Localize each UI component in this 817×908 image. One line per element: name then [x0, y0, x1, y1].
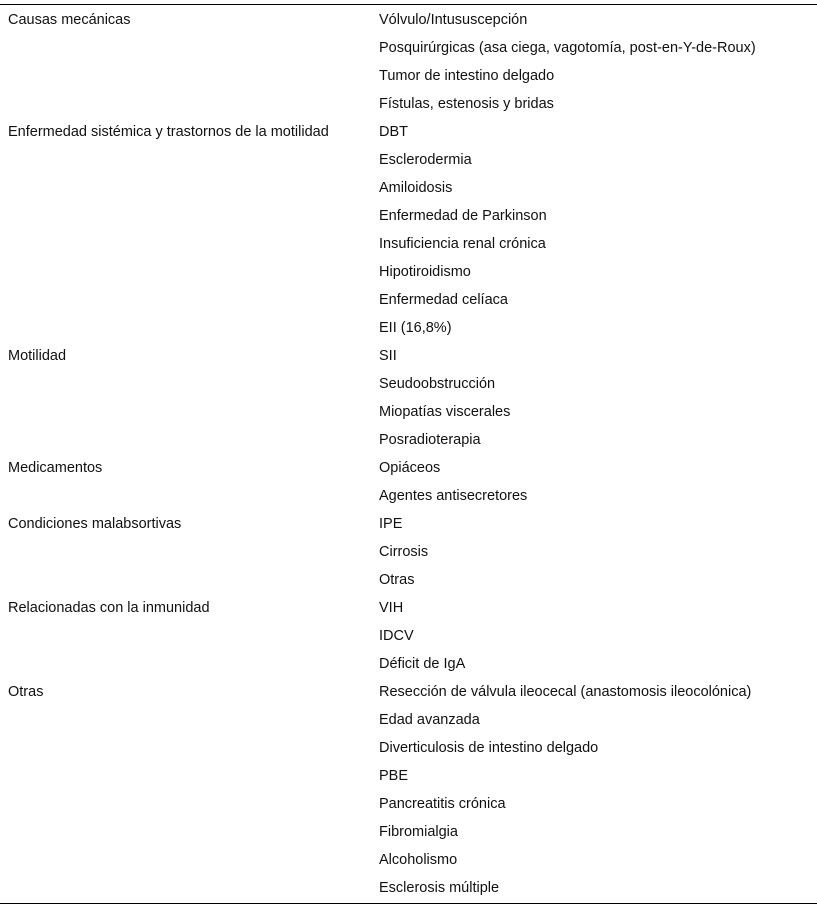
table-row: [0, 538, 817, 566]
table-row: [0, 370, 817, 398]
cause-item: Posradioterapia: [379, 432, 481, 448]
category-label: Causas mecánicas: [8, 12, 131, 28]
category-label: Otras: [8, 684, 44, 700]
table-row: [0, 482, 817, 510]
cause-item: EII (16,8%): [379, 320, 452, 336]
table-row: [0, 258, 817, 286]
cause-item: Enfermedad celíaca: [379, 292, 508, 308]
table-bottom-rule: [0, 903, 817, 904]
cause-item: Déficit de IgA: [379, 656, 466, 672]
cause-item: SII: [379, 348, 397, 364]
cause-item: PBE: [379, 768, 409, 784]
cause-item: IDCV: [379, 628, 414, 644]
table-row: [0, 650, 817, 678]
cause-item: Otras: [379, 572, 415, 588]
cause-item: IPE: [379, 516, 403, 532]
cause-item: Miopatías viscerales: [379, 404, 511, 420]
cause-item: VIH: [379, 600, 404, 616]
cause-item: Cirrosis: [379, 544, 429, 560]
table-row: [0, 230, 817, 258]
cause-item: Fibromialgia: [379, 824, 458, 840]
table-row: [0, 174, 817, 202]
table-row: [0, 594, 817, 622]
cause-item: Hipotiroidismo: [379, 264, 471, 280]
cause-item: Vólvulo/Intususcepción: [379, 12, 528, 28]
cause-item: Posquirúrgicas (asa ciega, vagotomía, post-en-Y-de-Roux): [379, 40, 756, 56]
cause-item: Amiloidosis: [379, 180, 453, 196]
cause-item: Diverticulosis de intestino delgado: [379, 740, 599, 756]
cause-item: Enfermedad de Parkinson: [379, 208, 547, 224]
cause-item: Opiáceos: [379, 460, 441, 476]
table-row: [0, 706, 817, 734]
cause-item: Resección de válvula ileocecal (anastomosis ileocolónica): [379, 684, 752, 700]
table-row: [0, 398, 817, 426]
table-row: [0, 62, 817, 90]
cause-item: Insuficiencia renal crónica: [379, 236, 546, 252]
category-label: Relacionadas con la inmunidad: [8, 600, 210, 616]
table-row: [0, 426, 817, 454]
cause-item: Fístulas, estenosis y bridas: [379, 96, 554, 112]
table-row: [0, 818, 817, 846]
cause-item: Esclerosis múltiple: [379, 880, 500, 896]
cause-item: Esclerodermia: [379, 152, 472, 168]
cause-item: Pancreatitis crónica: [379, 796, 506, 812]
cause-item: Tumor de intestino delgado: [379, 68, 555, 84]
table-row: [0, 118, 817, 146]
category-label: Motilidad: [8, 348, 67, 364]
category-label: Medicamentos: [8, 460, 103, 476]
table-row: [0, 734, 817, 762]
cause-item: DBT: [379, 124, 408, 140]
category-label: Condiciones malabsortivas: [8, 516, 182, 532]
table-row: [0, 622, 817, 650]
table-top-rule: [0, 4, 817, 5]
table-row: [0, 874, 817, 902]
table-row: [0, 90, 817, 118]
table-row: [0, 790, 817, 818]
cause-item: Seudoobstrucción: [379, 376, 496, 392]
table-row: [0, 34, 817, 62]
table-row: [0, 846, 817, 874]
table-row: [0, 454, 817, 482]
cause-item: Alcoholismo: [379, 852, 458, 868]
table-row: [0, 146, 817, 174]
table-row: [0, 342, 817, 370]
cause-item: Agentes antisecretores: [379, 488, 528, 504]
table-row: [0, 6, 817, 34]
category-label: Enfermedad sistémica y trastornos de la motilidad: [8, 124, 329, 140]
table-row: [0, 314, 817, 342]
table-row: [0, 566, 817, 594]
cause-item: Edad avanzada: [379, 712, 480, 728]
table-row: [0, 202, 817, 230]
table-body: [0, 6, 817, 902]
table-row: [0, 762, 817, 790]
table-row: [0, 510, 817, 538]
table-row: [0, 678, 817, 706]
table-row: [0, 286, 817, 314]
